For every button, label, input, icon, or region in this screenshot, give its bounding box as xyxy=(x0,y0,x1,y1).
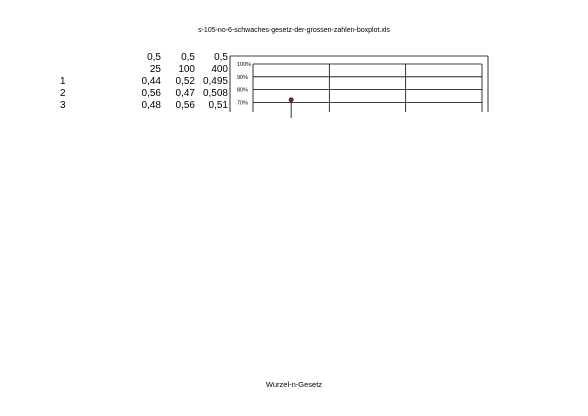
table-header-cell: 0,5 xyxy=(147,52,161,63)
table-header-cell: 0,5 xyxy=(214,52,228,63)
table-cell: 0,44 xyxy=(141,76,161,87)
y-tick-label: 70% xyxy=(237,100,249,107)
table-cell: 0,51 xyxy=(208,100,228,111)
table-cell: 0,56 xyxy=(175,100,195,111)
table-cell: 0,495 xyxy=(202,76,228,87)
table-cell: 0,508 xyxy=(202,88,228,99)
data-point-marker xyxy=(289,98,293,102)
row-label: 2 xyxy=(60,88,66,99)
y-tick-label: 90% xyxy=(237,74,249,81)
table-cell: 0,56 xyxy=(141,88,161,99)
y-tick-label: 100% xyxy=(237,62,252,68)
row-label: 3 xyxy=(60,100,66,111)
row-label: 1 xyxy=(60,76,66,87)
y-tick-label: 80% xyxy=(237,87,249,94)
table-cell: 0,48 xyxy=(141,100,161,111)
plot-area xyxy=(237,62,482,118)
table-header-cell: 400 xyxy=(211,64,228,75)
document-title: s-105-no-6-schwaches-gesetz-der-grossen-zahlen-boxplot.xls xyxy=(198,27,390,34)
table-header-cell: 0,5 xyxy=(181,52,195,63)
table-cell: 0,47 xyxy=(175,88,195,99)
table-header-cell: 25 xyxy=(149,64,161,75)
table-header-cell: 100 xyxy=(178,64,195,75)
chart-footer-title: Wurzel-n-Gesetz xyxy=(265,380,323,389)
table-cell: 0,52 xyxy=(175,76,195,87)
